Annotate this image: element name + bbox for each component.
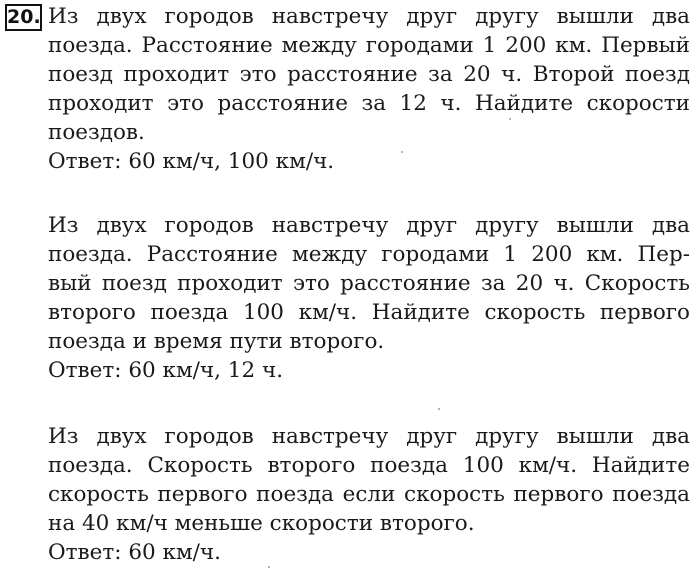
problem-block-1 [48, 2, 690, 176]
problem-2-line-1: Из двух городов навстречу друг другу вышли два [48, 213, 690, 238]
problem-2-line-5: поезда и время пути второго. [48, 329, 385, 354]
scan-speck [268, 566, 270, 568]
problem-2-line-3: вый поезд проходит это расстояние за 20 ч. Скорость [48, 271, 690, 296]
problem-2-line-4: второго поезда 100 км/ч. Найдите скорость первого [48, 300, 690, 325]
problem-number-badge: 20. [5, 4, 42, 31]
scan-speck [509, 118, 511, 120]
problem-3-line-1: Из двух городов навстречу друг другу вышли два [48, 424, 690, 449]
problem-2-answer: Ответ: 60 км/ч, 12 ч. [48, 358, 284, 383]
problem-2-line-2: поезда. Расстояние между городами 1 200 км. Пер- [48, 242, 690, 267]
problem-1-line-5: поездов. [48, 120, 145, 145]
problem-3-answer: Ответ: 60 км/ч. [48, 540, 221, 565]
problem-1-line-2: поезда. Расстояние между городами 1 200 км. Первый [48, 33, 690, 58]
problem-3-line-3: скорость первого поезда если скорость первого поезда [48, 482, 690, 507]
problem-block-2 [48, 211, 690, 385]
problem-1-line-4: проходит это расстояние за 12 ч. Найдите скорости [48, 91, 690, 116]
problem-3-line-4: на 40 км/ч меньше скорости второго. [48, 511, 475, 536]
scan-speck [438, 408, 440, 410]
problem-block-3 [48, 422, 690, 567]
problem-1-line-3: поезд проходит это расстояние за 20 ч. Второй поезд [48, 62, 690, 87]
problem-1-answer: Ответ: 60 км/ч, 100 км/ч. [48, 149, 335, 174]
scan-speck [401, 151, 403, 153]
problem-1-line-1: Из двух городов навстречу друг другу вышли два [48, 4, 690, 29]
problem-3-line-2: поезда. Скорость второго поезда 100 км/ч. Найдите [48, 453, 690, 478]
